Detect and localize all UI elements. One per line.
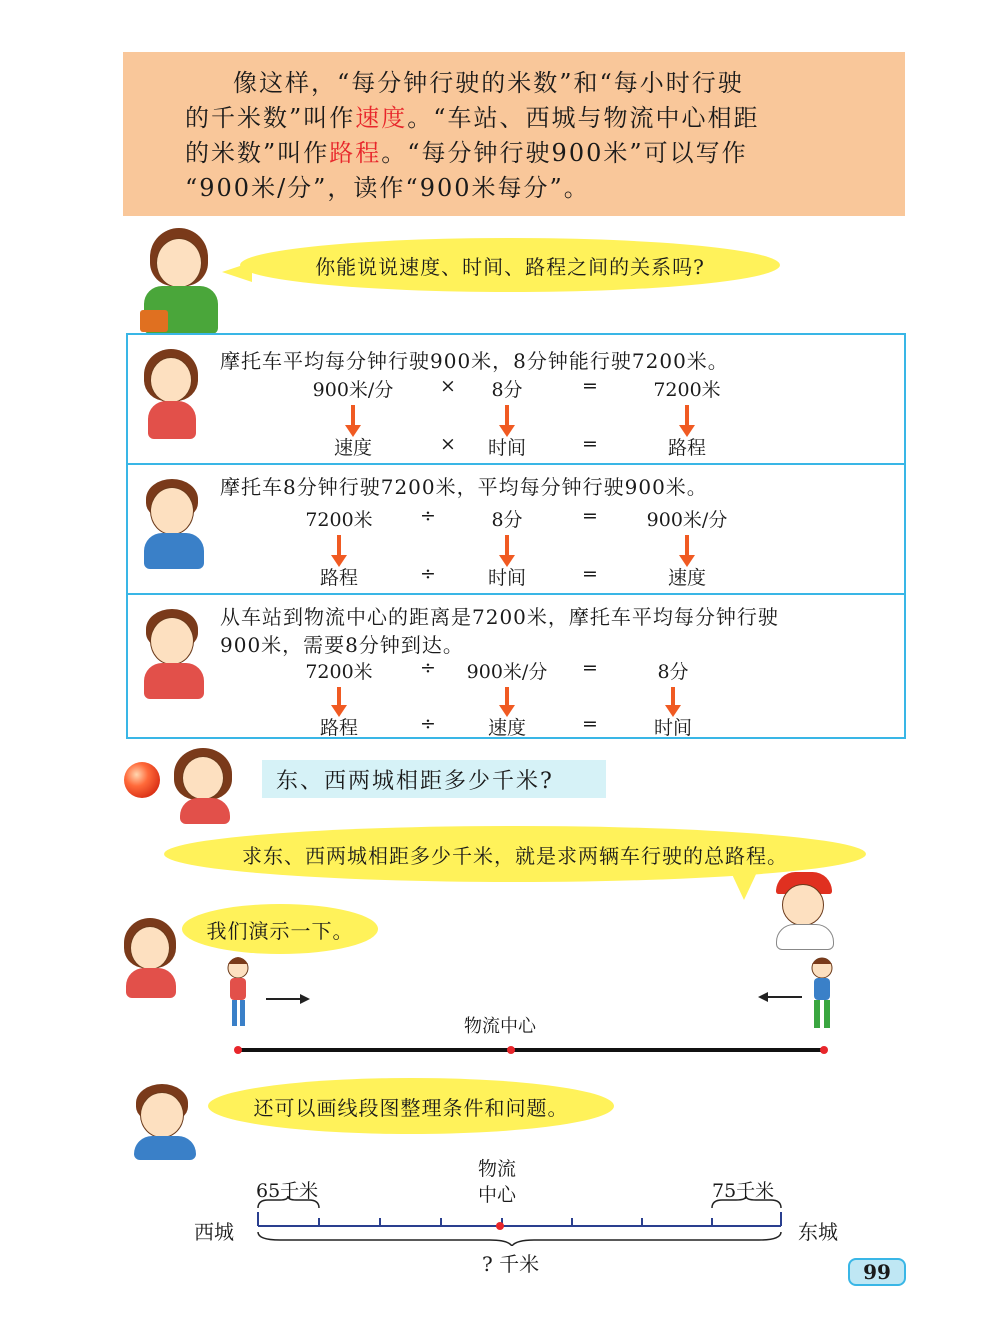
bottom-brace xyxy=(258,1232,781,1246)
question-box xyxy=(262,760,606,798)
teacher-question-text: 你能说说速度、时间、路程之间的关系吗? xyxy=(315,254,705,279)
total-distance-label: ? 千米 xyxy=(482,1252,540,1276)
down-arrow-icon xyxy=(685,405,689,427)
operator: ÷ xyxy=(420,563,436,585)
term-label: 路程 xyxy=(319,717,358,739)
down-arrow-icon xyxy=(351,405,355,427)
term-label: 速度 xyxy=(333,437,372,459)
definition-line-2: 的千米数”叫作速度。“车站、西城与物流中心相距 xyxy=(185,104,760,132)
west-point xyxy=(234,1046,242,1054)
down-arrow-icon xyxy=(505,405,509,427)
girl-walking-figure xyxy=(228,957,248,1026)
row-sentence: 摩托车平均每分钟行驶900米，8分钟能行驶7200米。 xyxy=(220,349,729,373)
boy-figure xyxy=(138,479,212,569)
question-text: 东、西两城相距多少千米? xyxy=(276,768,554,794)
value-distance: 7200米 xyxy=(653,379,721,401)
explain-bubble xyxy=(164,826,866,882)
operator: = xyxy=(582,657,598,679)
term-label: 路程 xyxy=(319,567,358,589)
term-distance: 路程 xyxy=(329,139,382,167)
down-arrow-icon xyxy=(671,687,675,707)
row-sentence-line-2: 900米，需要8分钟到达。 xyxy=(220,633,464,657)
west-city-label: 西城 xyxy=(194,1220,234,1244)
definition-line-1: 像这样，“每分钟行驶的米数”和“每小时行驶 xyxy=(233,69,744,97)
table-row xyxy=(128,463,904,593)
table-row xyxy=(128,593,904,737)
value-distance: 7200米 xyxy=(305,509,373,531)
center-point xyxy=(507,1046,515,1054)
operator: × xyxy=(440,433,456,455)
east-point xyxy=(820,1046,828,1054)
explain-text: 求东、西两城相距多少千米，就是求两辆车行驶的总路程。 xyxy=(242,843,788,868)
operator: ÷ xyxy=(420,505,436,527)
term-speed: 速度 xyxy=(355,104,408,132)
bubble-tail xyxy=(730,870,758,900)
operator: = xyxy=(582,563,598,585)
value-speed: 900米/分 xyxy=(646,509,728,531)
term-label: 时间 xyxy=(487,567,526,589)
right-distance-label: 75千米 xyxy=(712,1180,775,1202)
boy-walking-figure xyxy=(812,958,832,1028)
left-arrow-head xyxy=(758,992,768,1002)
segment-bubble-text: 还可以画线段图整理条件和问题。 xyxy=(253,1095,569,1120)
operator: = xyxy=(582,505,598,527)
term-label: 速度 xyxy=(487,717,526,739)
boy-figure xyxy=(138,609,212,699)
girl-figure xyxy=(120,918,184,998)
value-time: 8分 xyxy=(491,379,523,401)
demo-text: 我们演示一下。 xyxy=(206,918,354,943)
value-time: 8分 xyxy=(657,661,689,683)
red-ball-icon xyxy=(124,762,160,798)
down-arrow-icon xyxy=(685,535,689,557)
down-arrow-icon xyxy=(337,687,341,707)
term-label: 时间 xyxy=(487,437,526,459)
operator: = xyxy=(582,713,598,735)
value-distance: 7200米 xyxy=(305,661,373,683)
bubble-tail xyxy=(222,262,252,282)
table-row xyxy=(128,335,904,463)
center-label-line-1: 物流 xyxy=(478,1158,517,1180)
teacher-question-bubble xyxy=(240,238,780,292)
demo-bubble xyxy=(182,904,378,954)
east-city-label: 东城 xyxy=(798,1220,838,1244)
down-arrow-icon xyxy=(505,687,509,707)
row-sentence: 摩托车8分钟行驶7200米，平均每分钟行驶900米。 xyxy=(220,475,708,499)
demo-center-label: 物流中心 xyxy=(464,1016,536,1037)
term-label: 路程 xyxy=(667,437,706,459)
girl-figure xyxy=(168,748,248,824)
value-speed: 900米/分 xyxy=(466,661,548,683)
down-arrow-icon xyxy=(337,535,341,557)
value-time: 8分 xyxy=(491,509,523,531)
definition-box xyxy=(123,52,905,216)
operator: = xyxy=(582,433,598,455)
operator: × xyxy=(440,375,456,397)
definition-line-4: “900米/分”，读作“900米每分”。 xyxy=(185,174,590,202)
term-label: 速度 xyxy=(667,567,706,589)
right-arrow-head xyxy=(300,994,310,1004)
term-label: 时间 xyxy=(653,717,692,739)
relationship-table xyxy=(126,333,906,739)
demo-scene xyxy=(200,950,860,1060)
boy-figure xyxy=(126,1084,206,1160)
definition-line-3: 的米数”叫作路程。“每分钟行驶900米”可以写作 xyxy=(185,139,748,167)
segment-bubble xyxy=(208,1078,614,1134)
value-speed: 900米/分 xyxy=(312,379,394,401)
page-number: 99 xyxy=(848,1258,906,1286)
operator: ÷ xyxy=(420,657,436,679)
girl-figure xyxy=(138,349,208,439)
center-label-line-2: 中心 xyxy=(478,1184,517,1206)
left-distance-label: 65千米 xyxy=(256,1180,319,1202)
down-arrow-icon xyxy=(505,535,509,557)
segment-center-point xyxy=(496,1222,504,1230)
segment-diagram xyxy=(250,1196,790,1246)
operator: = xyxy=(582,375,598,397)
boy-with-cap-figure xyxy=(766,872,846,948)
row-sentence-line-1: 从车站到物流中心的距离是7200米，摩托车平均每分钟行驶 xyxy=(220,605,779,629)
operator: ÷ xyxy=(420,713,436,735)
